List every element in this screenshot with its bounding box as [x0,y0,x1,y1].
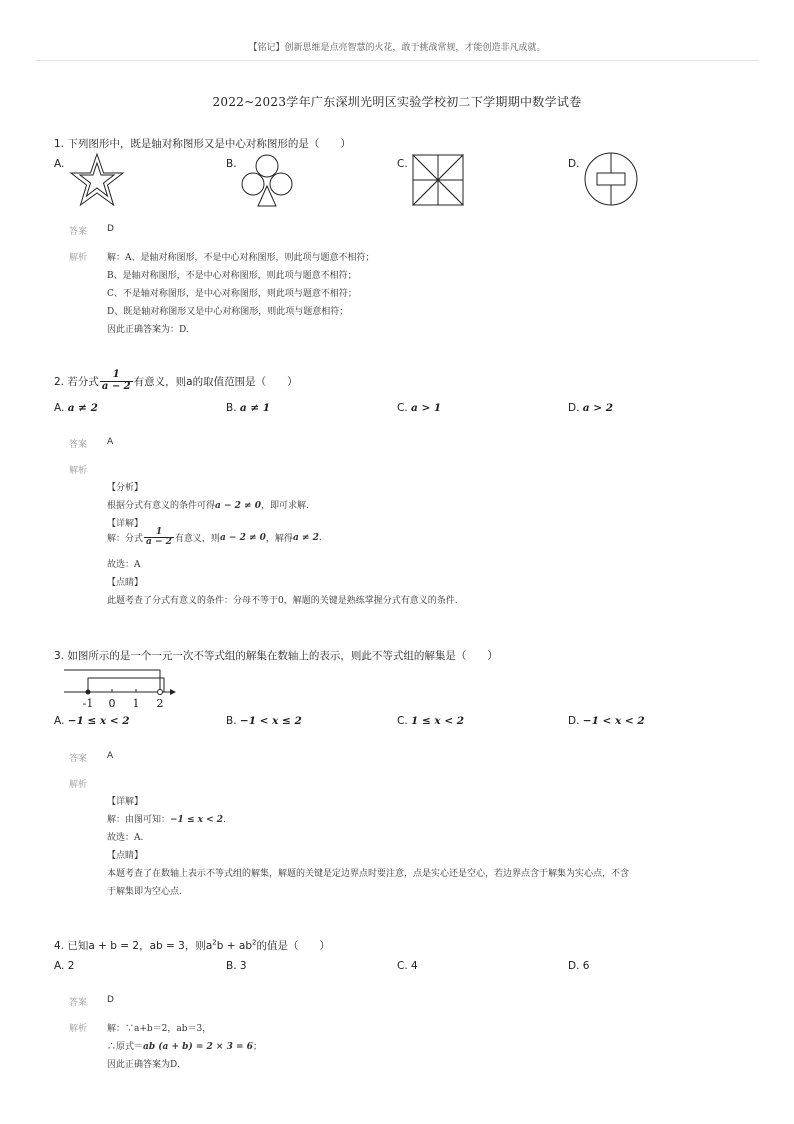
header-divider [35,60,759,61]
q4-option-c: C. 4 [397,960,418,972]
q1-analysis-line: 因此正确答案为：D. [107,325,189,335]
q1-analysis-label: 解析 [69,253,88,263]
q1-option-d-label: D. [568,158,580,170]
q3-solution: 解：由图可知：−1 ≤ x < 2. [107,815,226,825]
club-figure [238,152,296,210]
q1-option-b-label: B. [226,158,237,170]
q2-stem [54,370,298,392]
q1-analysis-line: D、既是轴对称图形又是中心对称图形，则此项与题意相符； [107,307,349,317]
q2-option-c: C. a > 1 [397,402,442,414]
q1-stem: 1. 下列图形中，既是轴对称图形又是中心对称图形的是（ ） [54,138,351,150]
q3-guxuan: 故选：A. [107,833,144,843]
q2-answer-label: 答案 [69,440,88,450]
q4-stem: 4. 已知a + b = 2，ab = 3，则$a^2b + ab^2$的值是（ ） [54,938,330,952]
q2-option-a: A. a ≠ 2 [54,402,98,414]
q3-answer-label: 答案 [69,754,88,764]
q2-option-b: B. a ≠ 1 [226,402,271,414]
q3-dianjing-text: 于解集即为空心点. [107,887,182,897]
q4-analysis-line: 解：∵a+b＝2，ab＝3， [107,1024,212,1034]
q3-option-b: B. −1 < x ≤ 2 [226,715,302,727]
tick-label: -1 [82,697,94,710]
q2-fenxi-heading: 【分析】 [107,483,144,493]
q4-option-b: B. 3 [226,960,247,972]
q4-analysis-line: 因此正确答案为D. [107,1060,180,1070]
q2-option-d: D. a > 2 [568,402,613,414]
q2-dianjing-heading: 【点睛】 [107,578,144,588]
q4-answer-label: 答案 [69,998,88,1008]
number-line-figure [60,664,180,710]
q4-answer: D [107,995,114,1005]
fraction-denominator: a − 2 [101,380,131,392]
fraction-numerator: 1 [100,370,133,382]
q2-xiangjie-heading: 【详解】 [107,519,144,529]
q1-answer: D [107,224,114,234]
q4-option-a: A. 2 [54,960,75,972]
q4-analysis-line: ∴原式＝ab (a + b) = 2 × 3 = 6； [107,1042,262,1052]
page-motto: 【铭记】创新思维是点亮智慧的火花，敢于挑战常规，才能创造非凡成就。 [248,43,546,53]
q2-dianjing-text: 此题考查了分式有意义的条件：分母不等于0，解题的关键是熟练掌握分式有意义的条件. [107,596,458,606]
page-title: 2022~2023学年广东深圳光明区实验学校初二下学期期中数学试卷 [212,95,582,109]
q2-analysis-label: 解析 [69,466,88,476]
q3-answer: A [107,751,114,761]
circle-rect-figure [583,151,639,207]
q1-option-c-label: C. [397,158,408,170]
q1-answer-label: 答案 [69,227,88,237]
q2-answer: A [107,437,114,447]
q3-stem: 3. 如图所示的是一个一元一次不等式组的解集在数轴上的表示，则此不等式组的解集是（ ） [54,650,498,662]
tick-label: 0 [108,697,116,710]
q2-guxuan: 故选：A [107,560,141,570]
q2-stem-prefix: 2. 若分式 [54,375,99,388]
q3-dianjing-heading: 【点睛】 [107,851,144,861]
q2-fenxi-text: 根据分式有意义的条件可得a − 2 ≠ 0，即可求解. [107,501,309,511]
q1-analysis-line: C、不是轴对称图形，是中心对称图形，则此项与题意不相符； [107,289,357,299]
pinwheel-figure [411,153,465,207]
q4-option-d: D. 6 [568,960,590,972]
q3-option-a: A. −1 ≤ x < 2 [54,715,130,727]
q3-analysis-label: 解析 [69,780,88,790]
double-star-figure [68,152,126,208]
q3-option-c: C. 1 ≤ x < 2 [397,715,465,727]
q2-solution: 解：分式 $\frac{1}{a - 2}$ 有意义，则 a − 2 ≠ 0 ，解得 a ≠ 2 . [107,527,322,548]
q1-option-a-label: A. [54,158,65,170]
q3-dianjing-text: 本题考查了在数轴上表示不等式组的解集，解题的关键是定边界点时要注意，点是实心还是空心，若边界点含于解集为实心点，不含 [107,869,630,879]
q3-option-d: D. −1 < x < 2 [568,715,645,727]
q2-stem-suffix: 有意义，则a的取值范围是（ ） [133,375,298,388]
q1-analysis-line: 解：A、是轴对称图形，不是中心对称图形，则此项与题意不相符； [107,253,375,263]
q2-fraction [100,370,133,392]
q1-analysis-line: B、是轴对称图形，不是中心对称图形，则此项与题意不相符； [107,271,357,281]
q3-xiangjie-heading: 【详解】 [107,797,144,807]
tick-label: 1 [132,697,140,710]
tick-label: 2 [156,697,164,710]
q4-analysis-label: 解析 [69,1024,88,1034]
